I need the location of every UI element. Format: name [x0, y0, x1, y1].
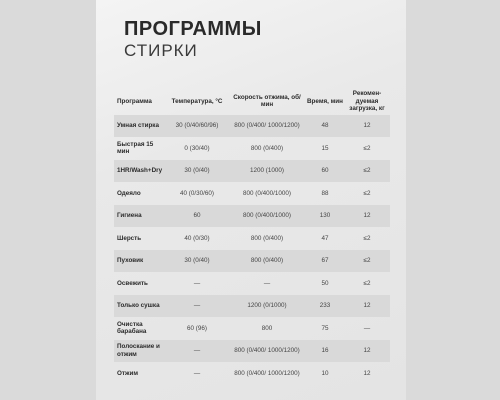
programs-table [114, 88, 390, 385]
cell-spin-speed: 800 (0/400) [228, 250, 306, 273]
cell-spin-speed: 1200 (0/1000) [228, 295, 306, 318]
cell-spin-speed: 800 (0/400) [250, 144, 284, 152]
cell-load: 12 [344, 205, 390, 228]
table-row [114, 272, 390, 295]
page-subtitle: СТИРКИ [124, 41, 198, 60]
cell-load: ≤2 [363, 279, 371, 287]
table-row [114, 160, 390, 183]
cell-load: — [363, 324, 371, 332]
column-header-load: Рекомен- дуемая загрузка, кг [349, 90, 385, 112]
column-header-program: Программа [117, 97, 152, 105]
cell-spin-speed: — [263, 279, 271, 287]
cell-program: Отжим [117, 369, 139, 377]
table-row [114, 182, 390, 205]
cell-temperature: 40 (0/30) [184, 234, 210, 242]
cell-temperature: 60 [166, 205, 228, 228]
table-row [114, 295, 390, 318]
cell-load: 12 [344, 115, 390, 138]
table-row [114, 205, 390, 228]
table-header-row [114, 88, 390, 115]
cell-load: ≤2 [363, 144, 371, 152]
cell-spin-speed: 800 (0/400/ 1000/1200) [228, 115, 306, 138]
cell-time: 16 [306, 340, 344, 363]
cell-temperature: 30 (0/40/60/96) [166, 115, 228, 138]
cell-program: Быстрая 15 мин [117, 140, 154, 156]
cell-program: Полоскание и отжим [114, 340, 166, 363]
table-row [114, 340, 390, 363]
cell-time: 67 [306, 250, 344, 273]
cell-time: 60 [306, 160, 344, 183]
column-header-time: Время, мин [307, 97, 343, 105]
cell-time: 233 [306, 295, 344, 318]
cell-spin-speed: 800 (0/400/1000) [228, 205, 306, 228]
cell-time: 15 [321, 144, 329, 152]
table-row [114, 250, 390, 273]
cell-program: Очистка барабана [117, 320, 147, 336]
cell-program: Освежить [117, 279, 148, 287]
cell-program: Гигиена [114, 205, 166, 228]
table-row [114, 362, 390, 385]
cell-temperature: 60 (96) [187, 324, 207, 332]
cell-time: 48 [306, 115, 344, 138]
page-title: ПРОГРАММЫ [124, 18, 262, 40]
cell-time: 10 [321, 369, 329, 377]
cell-temperature: 40 (0/30/60) [180, 189, 214, 197]
cell-spin-speed: 800 [261, 324, 273, 332]
cell-time: 50 [321, 279, 329, 287]
cell-spin-speed: 800 (0/400/ 1000/1200) [234, 369, 300, 377]
cell-temperature: 0 (30/40) [184, 144, 210, 152]
cell-program: Только сушка [114, 295, 166, 318]
cell-temperature: 30 (0/40) [166, 160, 228, 183]
cell-load: 12 [344, 340, 390, 363]
table-row [114, 137, 390, 160]
cell-spin-speed: 800 (0/400/1000) [243, 189, 291, 197]
cell-load: 12 [363, 369, 371, 377]
cell-temperature: 30 (0/40) [166, 250, 228, 273]
cell-temperature: — [193, 279, 201, 287]
cell-load: ≤2 [344, 160, 390, 183]
cell-load: 12 [344, 295, 390, 318]
cell-time: 130 [306, 205, 344, 228]
column-header-temperature: Температура, °С [171, 97, 223, 105]
cell-spin-speed: 800 (0/400/ 1000/1200) [228, 340, 306, 363]
cell-time: 88 [321, 189, 329, 197]
column-header-spin-speed: Скорость отжима, об/мин [233, 93, 301, 109]
cell-program: Умная стирка [114, 115, 166, 138]
cell-spin-speed: 1200 (1000) [228, 160, 306, 183]
cell-temperature: — [193, 369, 201, 377]
cell-time: 47 [321, 234, 329, 242]
cell-time: 75 [321, 324, 329, 332]
cell-temperature: — [166, 295, 228, 318]
cell-program: 1HR/Wash+Dry [114, 160, 166, 183]
cell-load: ≤2 [363, 189, 371, 197]
cell-load: ≤2 [344, 250, 390, 273]
table-row [114, 317, 390, 340]
table-row [114, 227, 390, 250]
cell-program: Одеяло [117, 189, 141, 197]
cell-program: Пуховик [114, 250, 166, 273]
table-row [114, 115, 390, 138]
cell-load: ≤2 [363, 234, 371, 242]
cell-spin-speed: 800 (0/400) [250, 234, 284, 242]
document-page [96, 0, 406, 400]
cell-temperature: — [166, 340, 228, 363]
cell-program: Шерсть [117, 234, 142, 242]
